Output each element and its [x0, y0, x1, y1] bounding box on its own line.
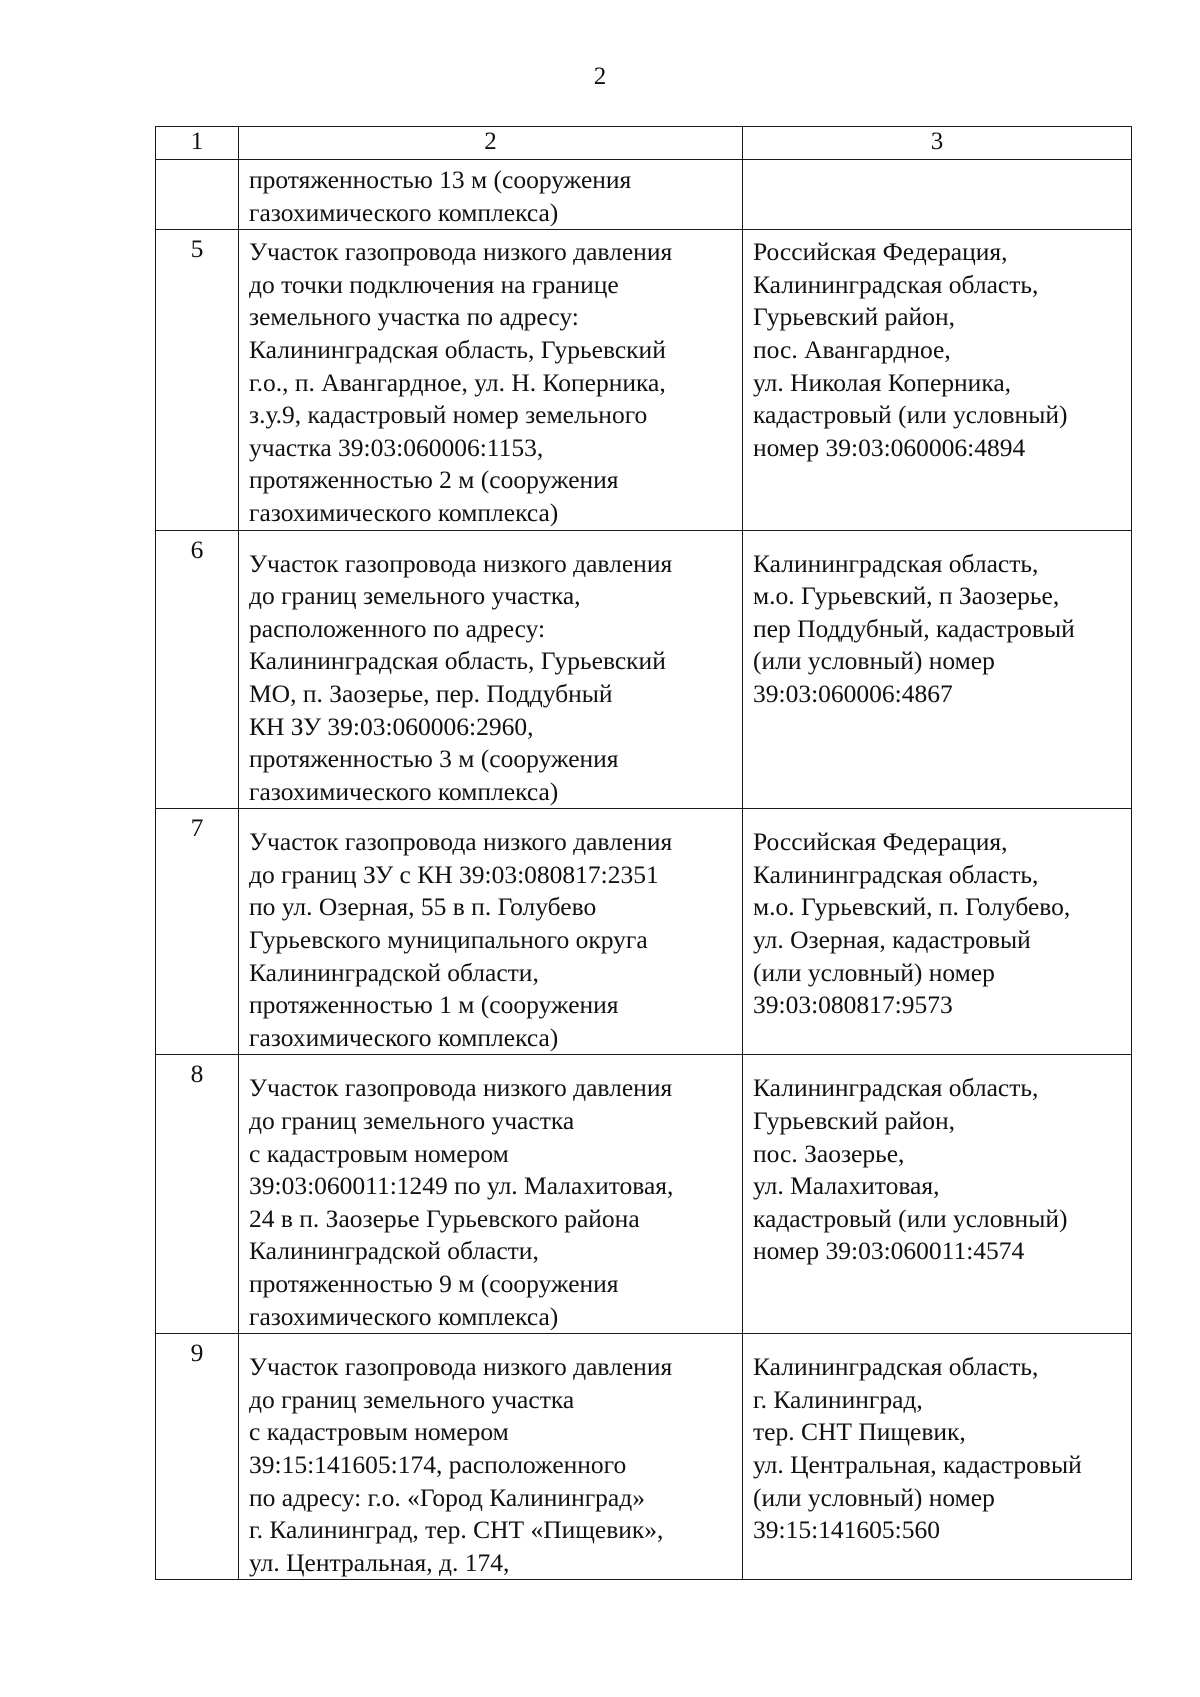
- address-line: Калининградская область,: [753, 548, 1039, 578]
- address-line: ул. Николая Коперника,: [753, 367, 1012, 397]
- description-cell: [239, 1055, 743, 1334]
- address-cell: [743, 1334, 1132, 1580]
- header-cell-3: 3: [743, 127, 1132, 160]
- description-line: газохимического комплекса): [249, 1301, 559, 1331]
- description-line: ул. Центральная, д. 174,: [249, 1547, 510, 1577]
- description-line: КН ЗУ 39:03:060006:2960,: [249, 711, 534, 741]
- row-number-cell: [156, 1334, 239, 1580]
- description-line: до точки подключения на границе: [249, 269, 619, 299]
- row-number: 9: [190, 1338, 204, 1368]
- address-cell: [743, 530, 1132, 809]
- address-cell: [743, 230, 1132, 530]
- description-cell: [239, 1334, 743, 1580]
- description-line: з.у.9, кадастровый номер земельного: [249, 400, 648, 430]
- address-cell: [743, 1055, 1132, 1334]
- description-line: Гурьевского муниципального округа: [249, 925, 648, 955]
- address-line: кадастровый (или условный): [753, 1203, 1068, 1233]
- description-line: Участок газопровода низкого давления: [249, 1352, 673, 1382]
- description-line: до границ земельного участка: [249, 1384, 575, 1414]
- address-line: Гурьевский район,: [753, 302, 955, 332]
- address-line: Российская Федерация,: [753, 237, 1008, 267]
- description-line: Участок газопровода низкого давления: [249, 548, 673, 578]
- address-line: пер Поддубный, кадастровый: [753, 613, 1075, 643]
- description-line: газохимического комплекса): [249, 1022, 559, 1052]
- description-line: расположенного по адресу:: [249, 613, 546, 643]
- header-cell-1: 1: [156, 127, 239, 160]
- row-number: 7: [190, 813, 204, 843]
- description-line: протяженностью 3 м (сооружения: [249, 744, 619, 774]
- header-cell-2: 2: [239, 127, 743, 160]
- address-line: (или условный) номер: [753, 957, 995, 987]
- address-line: 39:03:080817:9573: [753, 990, 953, 1020]
- row-number-cell: [156, 809, 239, 1055]
- table-body: [156, 127, 1132, 1580]
- address-line: Калининградская область,: [753, 1352, 1039, 1382]
- description-line: г.о., п. Авангардное, ул. Н. Коперника,: [249, 367, 666, 397]
- address-line: Российская Федерация,: [753, 827, 1008, 857]
- description-line: г. Калининград, тер. СНТ «Пищевик»,: [249, 1515, 664, 1545]
- description-line: участка 39:03:060006:1153,: [249, 432, 544, 462]
- row-number-cell: [156, 160, 239, 230]
- description-line: протяженностью 9 м (сооружения: [249, 1269, 619, 1298]
- description-line: Участок газопровода низкого давления: [249, 237, 673, 267]
- description-line: с кадастровым номером: [249, 1417, 509, 1447]
- address-line: номер 39:03:060006:4894: [753, 432, 1026, 462]
- description-line: газохимического комплекса): [249, 197, 559, 227]
- address-line: 39:15:141605:560: [753, 1515, 941, 1545]
- description-line: протяженностью 13 м (сооружения: [249, 165, 632, 194]
- row-number-cell: [156, 230, 239, 530]
- description-line: газохимического комплекса): [249, 776, 559, 806]
- address-line: пос. Авангардное,: [753, 334, 951, 364]
- description-line: Калининградской области,: [249, 1236, 539, 1266]
- description-line: земельного участка по адресу:: [249, 302, 579, 332]
- description-cell: [239, 530, 743, 809]
- address-line: Калининградская область,: [753, 859, 1039, 889]
- description-line: до границ земельного участка: [249, 1106, 575, 1136]
- address-line: Калининградская область,: [753, 1073, 1039, 1103]
- address-cell: [743, 809, 1132, 1055]
- description-cell: [239, 160, 743, 230]
- row-number-cell: [156, 1055, 239, 1334]
- address-line: Гурьевский район,: [753, 1106, 955, 1136]
- description-line: до границ земельного участка,: [249, 581, 581, 611]
- description-line: протяженностью 2 м (сооружения: [249, 465, 619, 495]
- address-line: (или условный) номер: [753, 646, 995, 676]
- description-line: Участок газопровода низкого давления: [249, 1073, 673, 1103]
- address-line: г. Калининград,: [753, 1384, 923, 1414]
- address-cell: [743, 160, 1132, 230]
- table-header-row: [156, 127, 1132, 160]
- description-line: до границ ЗУ с КН 39:03:080817:2351: [249, 859, 659, 889]
- address-line: м.о. Гурьевский, п Заозерье,: [753, 581, 1060, 611]
- description-line: газохимического комплекса): [249, 497, 559, 527]
- address-line: Калининградская область,: [753, 269, 1039, 299]
- row-number: [156, 160, 238, 164]
- address-line: пос. Заозерье,: [753, 1138, 905, 1168]
- row-number-cell: [156, 530, 239, 809]
- description-line: МО, п. Заозерье, пер. Поддубный: [249, 678, 613, 708]
- address-line: ул. Озерная, кадастровый: [753, 925, 1031, 955]
- table-row: [156, 230, 1132, 530]
- row-number: 8: [190, 1059, 204, 1089]
- table-row: [156, 160, 1132, 230]
- objects-table: [155, 126, 1132, 1580]
- table-row: [156, 530, 1132, 809]
- description-line: протяженностью 1 м (сооружения: [249, 990, 619, 1020]
- description-line: с кадастровым номером: [249, 1138, 509, 1168]
- description-line: 39:03:060011:1249 по ул. Малахитовая,: [249, 1171, 674, 1201]
- description-line: 24 в п. Заозерье Гурьевского района: [249, 1203, 640, 1233]
- address-line: (или условный) номер: [753, 1482, 995, 1512]
- table-row: [156, 809, 1132, 1055]
- row-number: 5: [190, 234, 204, 264]
- description-line: Калининградской области,: [249, 957, 539, 987]
- description-line: 39:15:141605:174, расположенного: [249, 1449, 627, 1479]
- address-line: тер. СНТ Пищевик,: [753, 1417, 966, 1447]
- description-cell: [239, 230, 743, 530]
- page-number: 2: [593, 63, 607, 90]
- description-line: по ул. Озерная, 55 в п. Голубево: [249, 892, 597, 922]
- address-line: номер 39:03:060011:4574: [753, 1236, 1025, 1266]
- row-number: 6: [190, 534, 204, 564]
- address-line: м.о. Гурьевский, п. Голубево,: [753, 892, 1071, 922]
- description-cell: [239, 809, 743, 1055]
- table-row: [156, 1334, 1132, 1580]
- address-line: ул. Малахитовая,: [753, 1171, 940, 1201]
- description-line: Участок газопровода низкого давления: [249, 827, 673, 857]
- address-line: ул. Центральная, кадастровый: [753, 1449, 1082, 1479]
- description-line: Калининградская область, Гурьевский: [249, 646, 666, 676]
- description-line: Калининградская область, Гурьевский: [249, 334, 666, 364]
- address-line: 39:03:060006:4867: [753, 678, 953, 708]
- address-line: кадастровый (или условный): [753, 400, 1068, 430]
- description-line: по адресу: г.о. «Город Калининград»: [249, 1482, 645, 1512]
- table-row: [156, 1055, 1132, 1334]
